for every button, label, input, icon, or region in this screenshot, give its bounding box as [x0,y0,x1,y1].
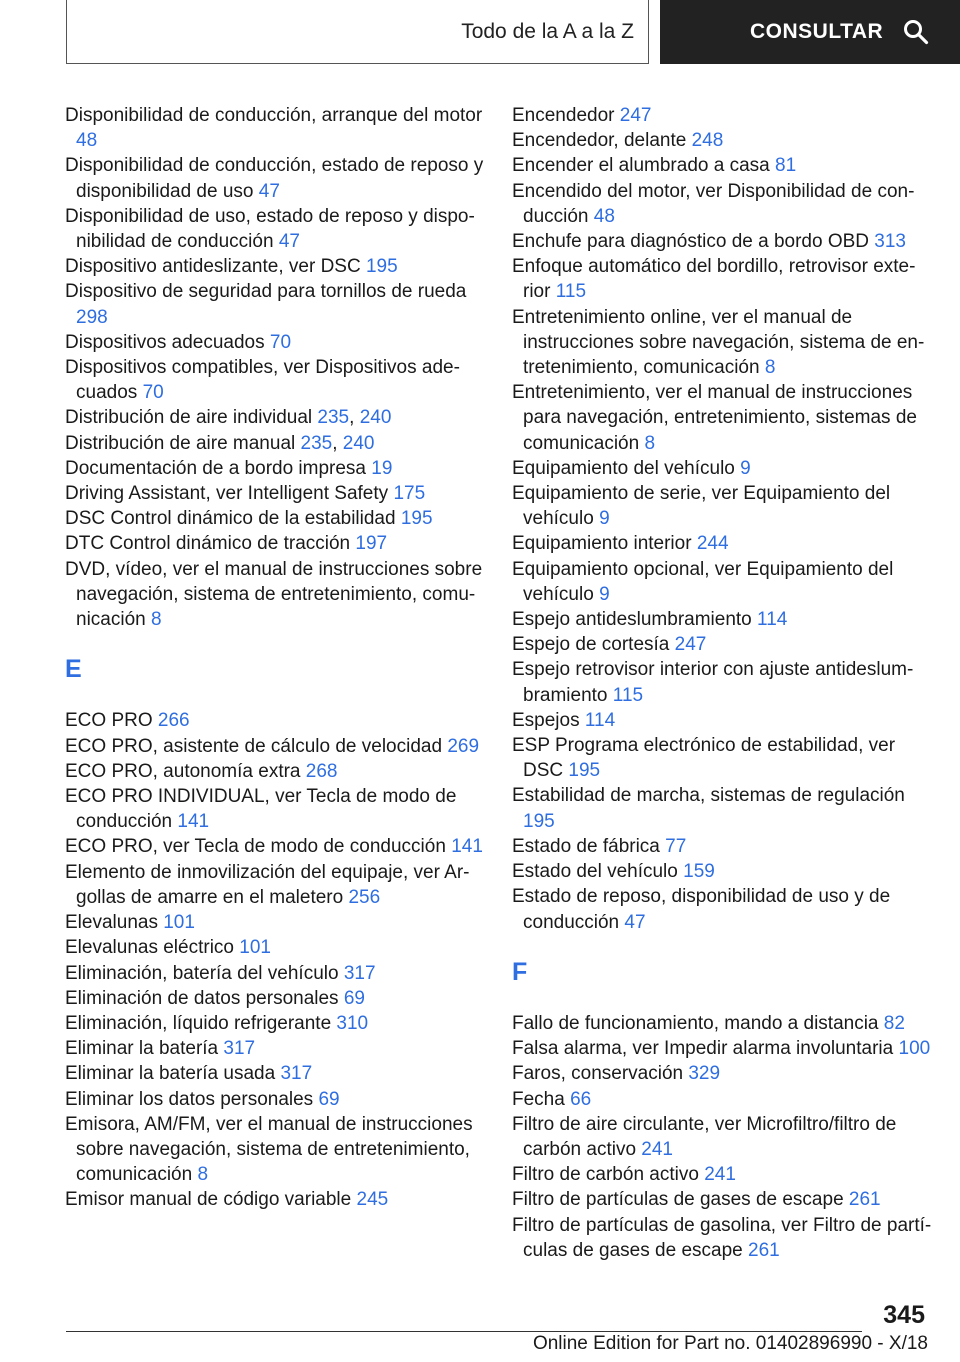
page-link[interactable]: 47 [624,911,646,933]
index-entry [65,935,485,960]
page-link[interactable]: 70 [142,382,164,404]
page-link[interactable]: 195 [523,810,555,832]
index-entry [512,657,932,707]
page-link[interactable]: 115 [555,281,587,303]
index-entry [512,128,932,153]
index-entry-text: Disponibilidad de uso, estado de reposo y disponibilidad de conducción [65,205,475,253]
page-link[interactable]: 100 [898,1038,931,1060]
index-column-right [512,103,932,1263]
page-link[interactable]: 8 [197,1164,209,1186]
index-entry [512,1011,932,1036]
index-entry-text: Elemento de inmovilización del equipaje, ver Argollas de amarre en el maletero [65,861,470,908]
page-link[interactable]: 9 [599,583,610,605]
index-entry-text: ECO PRO, autonomía extra [65,760,301,782]
page-link[interactable]: 141 [451,836,483,858]
index-entry [65,759,485,784]
page-link[interactable]: 141 [177,811,210,833]
index-entry-text: Disponibilidad de conducción, arranque del motor [65,105,483,126]
index-entry-text: Enchufe para diagnóstico de a bordo OBD [512,231,870,253]
index-entry-text: Elevalunas [65,912,158,934]
index-entry [512,531,932,556]
page-link[interactable]: 19 [371,457,393,479]
index-entry [65,330,485,355]
index-entry-text: Eliminación, líquido refrigerante [65,1012,332,1034]
index-entry-text: Eliminación de datos personales [65,987,339,1009]
index-entry [65,961,485,986]
index-entry [65,506,485,531]
index-entry [512,1036,932,1061]
index-entry [512,834,932,859]
index-entry-text: Distribución de aire individual [65,407,313,429]
index-entry-text: Espejos [512,709,580,731]
index-entry [512,1112,932,1162]
index-entry-text: Equipamiento opcional, ver Equipamiento del vehículo [512,558,894,605]
page-link[interactable]: 244 [696,533,729,555]
index-entry-text: Fecha [512,1088,565,1110]
index-entry-text: Emisor manual de código variable [65,1189,352,1211]
index-entry [512,254,932,304]
page-number: 345 [883,1301,925,1329]
index-entry-text: Equipamiento del vehículo [512,457,735,479]
index-entry-text: Elevalunas eléctrico [65,937,234,959]
page-link[interactable]: 298 [76,306,108,328]
page-link[interactable]: 101 [163,912,195,934]
page-link[interactable]: 266 [157,710,190,732]
index-entry [65,834,485,859]
page-link[interactable]: 81 [775,155,797,177]
index-entry [512,1213,932,1263]
index-entry [65,860,485,910]
page-link[interactable]: 195 [568,760,601,782]
index-entry-text: Equipamiento interior [512,533,692,555]
page-link[interactable]: 114 [757,609,788,631]
index-entry-text: Filtro de partículas de gasolina, ver Filtro de partículas de gases de escape [512,1214,932,1261]
index-entry [65,910,485,935]
index-entry-text: Filtro de aire circulante, ver Microfiltro/filtro de carbón activo [512,1113,897,1160]
index-entry-text: Eliminar la batería usada [65,1063,276,1085]
index-entry-text: Entretenimiento, ver el manual de instrucciones para navegación, entretenimiento, sistemas de comunicación [512,382,917,454]
index-entry-text: Equipamiento de serie, ver Equipamiento del vehículo [512,483,891,530]
index-entry [65,103,485,153]
index-entry [65,734,485,759]
page-link[interactable]: 48 [593,205,615,227]
index-entry-text: ECO PRO INDIVIDUAL, ver Tecla de modo de conducción [65,786,457,833]
page-link[interactable]: 159 [683,861,715,883]
index-entry-text: Dispositivos compatibles, ver Dispositivos adecuados [65,357,460,404]
page-link[interactable]: 240 [342,432,375,454]
page-link[interactable]: 195 [365,256,398,278]
index-entry-text: Documentación de a bordo impresa [65,457,367,479]
index-entry [65,355,485,405]
index-entry [65,456,485,481]
page-link[interactable]: 310 [336,1012,369,1034]
index-entry-text: ECO PRO, ver Tecla de modo de conducción [65,836,446,858]
index-entry-text: ESP Programa electrónico de estabilidad, ver DSC [512,735,896,782]
index-entry-text: Eliminar los datos personales [65,1088,314,1110]
page-link[interactable]: 8 [151,609,162,631]
page-link[interactable]: 268 [305,760,338,782]
index-entry-text: Estado de reposo, disponibilidad de uso y de conducción [512,886,891,933]
page-link[interactable]: 8 [764,357,776,379]
page-link[interactable]: 47 [258,180,280,202]
index-entry-text: Espejo de cortesía [512,634,670,656]
page-link[interactable]: 329 [688,1063,721,1085]
page-link[interactable]: 317 [343,962,376,984]
page-link[interactable]: 115 [612,684,644,706]
index-entry [65,204,485,254]
index-entry-text: Faros, conservación [512,1063,684,1085]
page-link[interactable]: 8 [644,432,656,454]
index-entry [65,1061,485,1086]
index-entry [512,1187,932,1212]
index-entry [512,305,932,381]
index-entry-text: Distribución de aire manual [65,432,296,454]
index-entry-text: Emisora, AM/FM, ver el manual de instrucciones sobre navegación, sistema de entretenimiento, comunicación [65,1113,473,1186]
index-entry [65,254,485,279]
consult-label: CONSULTAR [750,20,884,43]
footer-divider [66,1331,862,1332]
page-link[interactable]: 248 [691,130,724,152]
index-entry [512,557,932,607]
index-entry-text: Estado del vehículo [512,861,678,883]
index-entry-text: Espejo antideslumbramiento [512,609,752,631]
page-link[interactable]: 77 [665,835,687,857]
page-link[interactable]: 70 [269,331,292,353]
index-entry [512,607,932,632]
page-link[interactable]: 261 [748,1239,780,1261]
index-entry-text: Encendedor, delante [512,130,687,152]
index-entry-text: DTC Control dinámico de tracción [65,533,351,555]
index-entry-text: DSC Control dinámico de la estabilidad [65,508,396,530]
page-link[interactable]: 69 [343,987,365,1009]
index-entry [65,1087,485,1112]
index-entry-text: Disponibilidad de conducción, estado de reposo y disponibilidad de uso [65,155,484,202]
page-link[interactable]: 247 [619,105,652,126]
search-icon [903,19,929,45]
index-entry-text: Dispositivos adecuados [65,331,265,353]
page-link[interactable]: 114 [584,709,616,731]
index-entry-text: Espejo retrovisor interior con ajuste antideslumbramiento [512,659,914,706]
index-entry [512,859,932,884]
page-link[interactable]: 313 [874,231,906,253]
index-entry [512,708,932,733]
page-link[interactable]: 245 [356,1189,389,1211]
index-entry [65,1112,485,1188]
page-link[interactable]: 48 [76,130,98,152]
index-entry-text: Driving Assistant, ver Intelligent Safety [65,483,389,505]
index-entry-text: ECO PRO, asistente de cálculo de velocidad [65,735,443,757]
page-link[interactable]: 247 [674,634,707,656]
index-entry-text: Estado de fábrica [512,835,660,857]
index-entry [512,884,932,934]
index-entry [65,557,485,633]
index-entry [512,632,932,657]
index-entry-text: Encender el alumbrado a casa [512,155,770,177]
index-entry [65,1036,485,1061]
page-link[interactable]: 9 [740,457,751,479]
index-entry-text: Entretenimiento online, ver el manual de instrucciones sobre navegación, sistema de entretenimiento, comunicación [512,306,925,379]
index-entry-text: Filtro de partículas de gases de escape [512,1189,844,1211]
index-entry-text: ECO PRO [65,710,153,732]
index-section-letter: F [512,957,528,986]
index-entry-text: Falsa alarma, ver Impedir alarma involuntaria [512,1038,894,1060]
index-entry-text: Dispositivo antideslizante, ver DSC [65,256,361,278]
index-entry [65,1187,485,1212]
page-link[interactable]: 175 [393,483,426,505]
page-link[interactable]: 82 [883,1012,905,1034]
index-column-left [65,103,485,1213]
index-entry [512,179,932,229]
index-entry [65,784,485,834]
nav-a-to-z-tab[interactable]: Todo de la A a la Z [66,0,649,64]
index-entry [65,481,485,506]
index-entry [512,783,932,833]
index-entry: Distribución de aire individual 235, 240 [65,407,392,429]
index-entry [65,279,485,329]
index-entry-text: DVD, vídeo, ver el manual de instrucciones sobre navegación, sistema de entretenimiento, comunicación [65,558,483,631]
page-link[interactable]: 101 [239,937,271,959]
page-link[interactable]: 240 [359,407,392,429]
index-entry [65,1011,485,1036]
page-link[interactable]: 235 [317,407,350,429]
index-entry-text: Enfoque automático del bordillo, retrovisor exterior [512,256,916,303]
index-entry [512,229,932,254]
index-entry-text: Fallo de funcionamiento, mando a distancia [512,1012,879,1034]
index-entry [512,456,932,481]
index-entry-text: Encendido del motor, ver Disponibilidad de conducción [512,180,915,227]
page-link[interactable]: 66 [570,1088,592,1110]
page-link[interactable]: 47 [278,231,300,253]
consult-button[interactable] [660,0,960,64]
page-link[interactable]: 317 [223,1038,256,1060]
page-link[interactable]: 195 [400,508,433,530]
page-link[interactable]: 69 [318,1088,340,1110]
index-entry [512,380,932,456]
page-link[interactable]: 197 [355,533,388,555]
footer-edition: Online Edition for Part no. 01402896990 - X/18 [532,1333,928,1354]
index-entry [65,708,485,733]
index-entry-text: Eliminación, batería del vehículo [65,962,339,984]
index-entry [512,1162,932,1187]
index-entry [512,1061,932,1086]
page-link[interactable]: 256 [348,886,381,908]
page-link[interactable]: 9 [599,508,610,530]
index-entry: Distribución de aire manual 235, 240 [65,432,375,454]
index-entry [512,153,932,178]
index-entry-text: Filtro de carbón activo [512,1164,699,1186]
index-section-letter: E [65,655,82,684]
index-entry [65,531,485,556]
index-entry-text: Eliminar la batería [65,1038,219,1060]
index-entry-text: Encendedor [512,105,615,126]
index-entry [65,153,485,203]
page-link[interactable]: 261 [848,1189,881,1211]
index-entry [512,733,932,783]
page-link[interactable]: 241 [704,1164,736,1186]
index-entry-text: Dispositivo de seguridad para tornillos de rueda [65,281,467,303]
index-entry [512,481,932,531]
page-link[interactable]: 241 [641,1138,673,1160]
index-entry [65,986,485,1011]
page-link[interactable]: 317 [280,1063,313,1085]
index-entry [512,1087,932,1112]
page-link[interactable]: 235 [300,432,333,454]
page-link[interactable]: 269 [447,735,480,757]
index-entry [512,103,932,128]
index-entry-text: Estabilidad de marcha, sistemas de regulación [512,785,905,807]
